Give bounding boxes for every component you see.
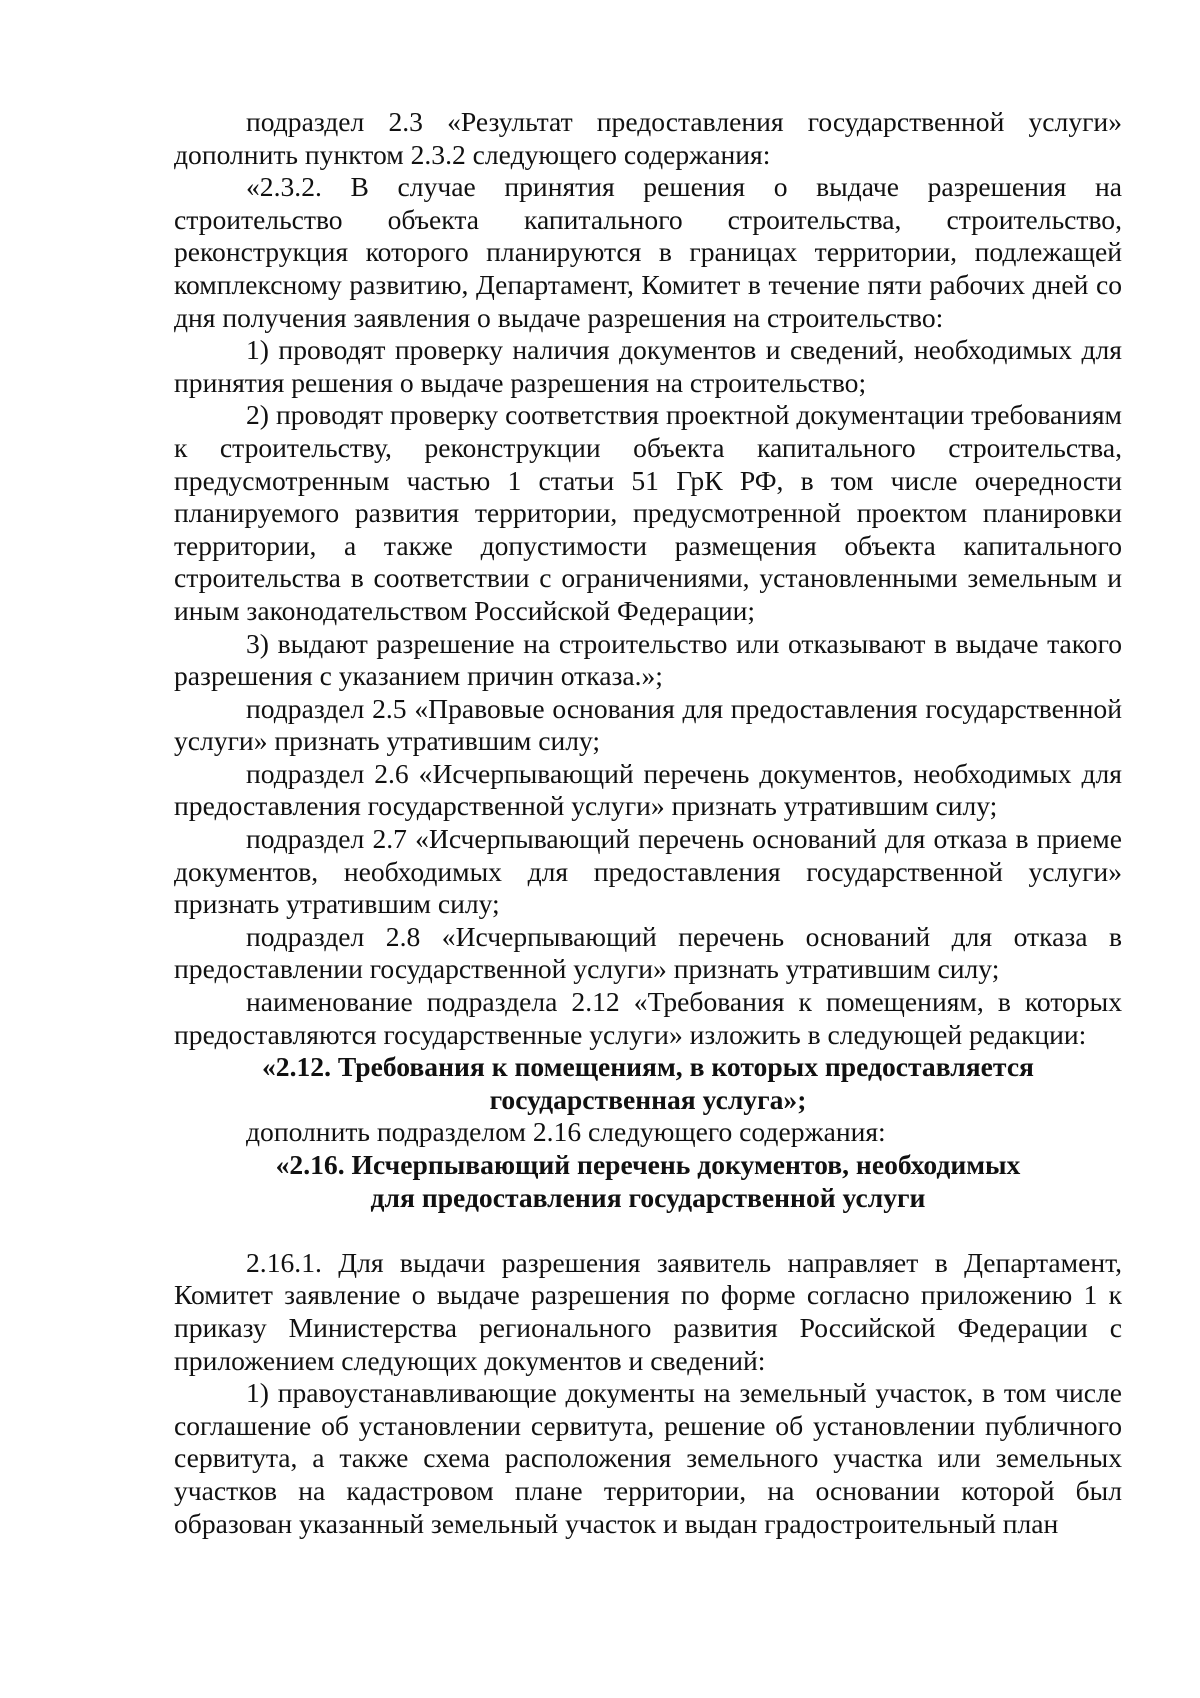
paragraph: дополнить подразделом 2.16 следующего содержания:: [246, 1116, 886, 1148]
document-page: [174, 106, 1122, 1540]
heading-line: «2.12. Требования к помещениям, в которых предоставляется: [262, 1051, 1034, 1083]
paragraph: 1) проводят проверку наличия документов и сведений, необходимых для принятия решения о выдаче разрешения на строительство;: [174, 334, 1122, 398]
paragraph: подраздел 2.3 «Результат предоставления государственной услуги» дополнить пунктом 2.3.2 следующего содержания:: [174, 106, 1122, 170]
paragraph: подраздел 2.8 «Исчерпывающий перечень оснований для отказа в предоставлении государственной услуги» признать утратившим силу;: [174, 920, 1122, 985]
section-heading-2-16: [174, 1149, 1122, 1214]
paragraph: наименование подраздела 2.12 «Требования к помещениям, в которых предоставляются государственные услуги» изложить в следующей редакции:: [174, 986, 1122, 1050]
heading-line: государственная услуга»;: [489, 1083, 807, 1115]
paragraph: 2) проводят проверку соответствия проектной документации требованиям к строительству, реконструкции объекта капитального строительства, предусмотренным частью 1 статьи 51 ГрК РФ, в том числе очередности планируемого развития территории, предусмотренной проектом планировки территории, а также допустимости размещения объекта капитального строительства в соответствии с ограничениями, установленными земельным и иным законодательством Российской Федерации;: [174, 399, 1122, 626]
section-heading-2-12: [174, 1051, 1122, 1116]
paragraph: 1) правоустанавливающие документы на земельный участок, в том числе соглашение об установлении сервитута, решение об установлении публичного сервитута, а также схема расположения земельного участка или земельных участков на кадастровом плане территории, на основании которой был образован указанный земельный участок и выдан градостроительный план: [174, 1377, 1122, 1539]
paragraph: подраздел 2.5 «Правовые основания для предоставления государственной услуги» признать утратившим силу;: [174, 692, 1122, 757]
heading-line: «2.16. Исчерпывающий перечень документов, необходимых: [275, 1149, 1021, 1180]
paragraph: подраздел 2.7 «Исчерпывающий перечень оснований для отказа в приеме документов, необходимых для предоставления государственной услуги» признать утратившим силу;: [174, 823, 1122, 920]
heading-line: для предоставления государственной услуги: [370, 1181, 926, 1213]
paragraph: 3) выдают разрешение на строительство или отказывают в выдаче такого разрешения с указанием причин отказа.»;: [174, 627, 1122, 692]
paragraph: 2.16.1. Для выдачи разрешения заявитель направляет в Департамент, Комитет заявление о выдаче разрешения по форме согласно приложению 1 к приказу Министерства регионального развития Российской Федерации с приложением следующих документов и сведений:: [174, 1246, 1122, 1376]
paragraph: «2.3.2. В случае принятия решения о выдаче разрешения на строительство объекта капитального строительства, строительство, реконструкция которого планируются в границах территории, подлежащей комплексному развитию, Департамент, Комитет в течение пяти рабочих дней со дня получения заявления о выдаче разрешения на строительство:: [174, 171, 1122, 333]
blank-line: [174, 1214, 1122, 1247]
paragraph: подраздел 2.6 «Исчерпывающий перечень документов, необходимых для предоставления государственной услуги» признать утратившим силу;: [174, 757, 1122, 822]
